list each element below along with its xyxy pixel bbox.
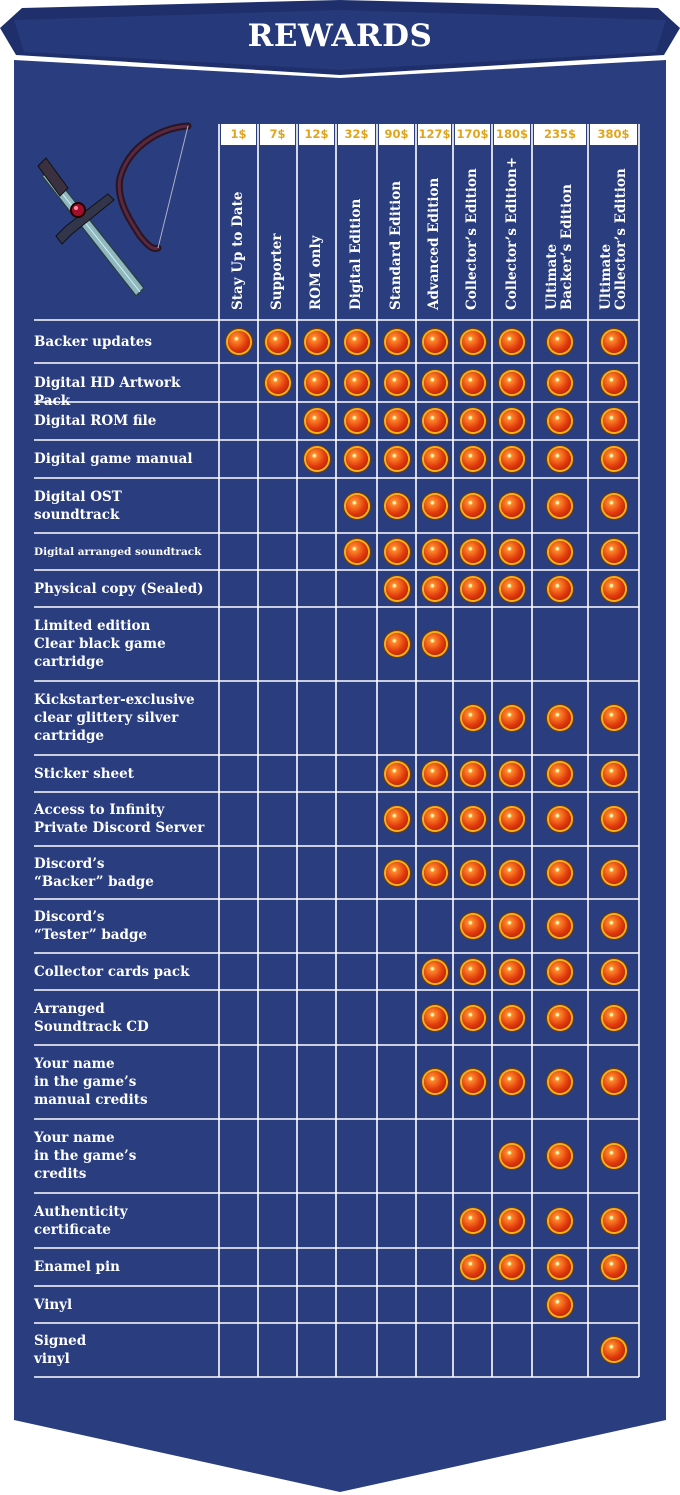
included-coin-icon [501,541,523,563]
included-coin-icon [603,410,625,432]
included-coin-icon [462,331,484,353]
tier-name [348,150,364,310]
included-coin-icon [462,541,484,563]
included-coin-icon [267,372,289,394]
included-coin-icon [228,331,250,353]
included-coin-icon [386,633,408,655]
tier-name-label: Ultimate Backer’s Edition [544,184,575,310]
included-coin-icon [603,961,625,983]
included-coin-icon [424,808,446,830]
included-coin-icon [501,808,523,830]
included-coin-icon [603,578,625,600]
included-coin-icon [603,1145,625,1167]
included-coin-icon [462,495,484,517]
tier-price: 235$ [534,124,586,145]
tier-name-label: Supporter [269,233,285,310]
included-coin-icon [549,495,571,517]
included-coin-icon [424,633,446,655]
tier-price: 7$ [260,124,295,145]
included-coin-icon [501,448,523,470]
included-coin-icon [267,331,289,353]
tier-price: 170$ [455,124,490,145]
included-coin-icon [501,495,523,517]
included-coin-icon [462,578,484,600]
included-coin-icon [501,1256,523,1278]
reward-label: Your name in the game’s credits [34,1130,137,1182]
included-coin-icon [462,808,484,830]
reward-label: Signed vinyl [34,1333,87,1367]
reward-label: Your name in the game’s manual credits [34,1056,148,1108]
tier-name-label: Collector’s Edition+ [503,156,520,310]
included-coin-icon [424,448,446,470]
included-coin-icon [501,1071,523,1093]
reward-label: Collector cards pack [34,963,190,980]
tier-price: 32$ [338,124,375,145]
included-coin-icon [424,961,446,983]
included-coin-icon [549,915,571,937]
tier-price: 1$ [221,124,256,145]
included-coin-icon [346,541,368,563]
tier-name-label: ROM only [308,235,324,310]
tier-price: 12$ [299,124,334,145]
included-coin-icon [462,961,484,983]
included-coin-icon [501,862,523,884]
tier-name [230,150,246,310]
included-coin-icon [549,1145,571,1167]
included-coin-icon [603,541,625,563]
included-coin-icon [346,331,368,353]
reward-label: Physical copy (Sealed) [34,580,204,597]
included-coin-icon [603,707,625,729]
included-coin-icon [386,763,408,785]
tier-name [308,150,324,310]
included-coin-icon [501,763,523,785]
reward-label: Digital game manual [34,451,193,467]
reward-label: Digital arranged soundtrack [34,545,202,558]
included-coin-icon [603,1339,625,1361]
included-coin-icon [501,1007,523,1029]
included-coin-icon [306,448,328,470]
included-coin-icon [549,1294,571,1316]
included-coin-icon [462,862,484,884]
included-coin-icon [549,961,571,983]
included-coin-icon [501,578,523,600]
reward-label: Digital OST soundtrack [34,488,122,523]
included-coin-icon [603,448,625,470]
included-coin-icon [549,1071,571,1093]
included-coin-icon [549,541,571,563]
included-coin-icon [549,1007,571,1029]
included-coin-icon [462,1071,484,1093]
reward-label: Discord’s “Tester” badge [34,909,148,943]
included-coin-icon [603,1210,625,1232]
tier-price: 127$ [418,124,451,145]
included-coin-icon [346,448,368,470]
included-coin-icon [603,1256,625,1278]
included-coin-icon [424,331,446,353]
included-coin-icon [386,808,408,830]
page-title: REWARDS [247,18,433,54]
tier-price: 180$ [494,124,530,145]
tier-name-label: Stay Up to Date [230,191,246,310]
reward-label: Sticker sheet [34,765,134,782]
included-coin-icon [462,1256,484,1278]
included-coin-icon [462,915,484,937]
included-coin-icon [386,541,408,563]
included-coin-icon [386,448,408,470]
tier-name [269,150,285,310]
included-coin-icon [603,331,625,353]
included-coin-icon [549,448,571,470]
included-coin-icon [462,372,484,394]
included-coin-icon [501,707,523,729]
tier-name-label: Collector’s Edition [464,168,480,310]
reward-label: Digital HD Artwork Pack [34,374,181,409]
included-coin-icon [603,1007,625,1029]
tier-name [388,150,404,310]
included-coin-icon [549,1210,571,1232]
included-coin-icon [549,763,571,785]
included-coin-icon [424,763,446,785]
included-coin-icon [603,1071,625,1093]
included-coin-icon [424,578,446,600]
included-coin-icon [501,1145,523,1167]
included-coin-icon [603,915,625,937]
tier-name [544,150,575,310]
included-coin-icon [603,808,625,830]
included-coin-icon [346,410,368,432]
included-coin-icon [424,1071,446,1093]
included-coin-icon [424,495,446,517]
included-coin-icon [462,1210,484,1232]
included-coin-icon [424,541,446,563]
included-coin-icon [501,331,523,353]
included-coin-icon [549,372,571,394]
included-coin-icon [424,1007,446,1029]
reward-label: Digital ROM file [34,413,157,429]
reward-label: Backer updates [34,333,152,350]
reward-label: Access to Infinity Private Discord Server [34,802,205,836]
included-coin-icon [386,578,408,600]
reward-label: Enamel pin [34,1259,120,1275]
included-coin-icon [501,372,523,394]
reward-label: Discord’s “Backer” badge [34,855,154,890]
reward-label: Vinyl [34,1296,73,1313]
included-coin-icon [462,763,484,785]
included-coin-icon [603,763,625,785]
included-coin-icon [306,372,328,394]
included-coin-icon [306,331,328,353]
tier-name [503,150,520,310]
included-coin-icon [346,372,368,394]
reward-label: Authenticity certificate [34,1203,128,1238]
tier-name [426,150,442,310]
included-coin-icon [386,862,408,884]
included-coin-icon [386,372,408,394]
included-coin-icon [346,495,368,517]
included-coin-icon [501,915,523,937]
tier-name [597,150,629,310]
included-coin-icon [462,707,484,729]
tier-name [464,150,480,310]
reward-label: Arranged Soundtrack CD [34,1000,149,1035]
included-coin-icon [549,808,571,830]
included-coin-icon [549,331,571,353]
tier-name-label: Standard Edition [388,180,404,310]
included-coin-icon [424,862,446,884]
included-coin-icon [549,410,571,432]
included-coin-icon [603,372,625,394]
included-coin-icon [549,707,571,729]
reward-label: Limited edition Clear black game cartridge [34,618,166,670]
included-coin-icon [424,410,446,432]
tier-price: 90$ [379,124,414,145]
included-coin-icon [603,495,625,517]
tier-name-label: Digital Edition [348,198,364,310]
included-coin-icon [603,862,625,884]
included-coin-icon [386,331,408,353]
reward-label: Kickstarter-exclusive clear glittery silver cartridge [34,692,195,744]
included-coin-icon [462,1007,484,1029]
included-coin-icon [549,1256,571,1278]
tier-name-label: Ultimate Collector’s Edition [597,168,629,310]
tier-price: 380$ [590,124,637,145]
included-coin-icon [462,410,484,432]
included-coin-icon [549,862,571,884]
tier-name-label: Advanced Edition [426,177,442,310]
included-coin-icon [462,448,484,470]
included-coin-icon [501,410,523,432]
included-coin-icon [501,961,523,983]
included-coin-icon [386,410,408,432]
included-coin-icon [501,1210,523,1232]
included-coin-icon [386,495,408,517]
included-coin-icon [549,578,571,600]
included-coin-icon [424,372,446,394]
included-coin-icon [306,410,328,432]
